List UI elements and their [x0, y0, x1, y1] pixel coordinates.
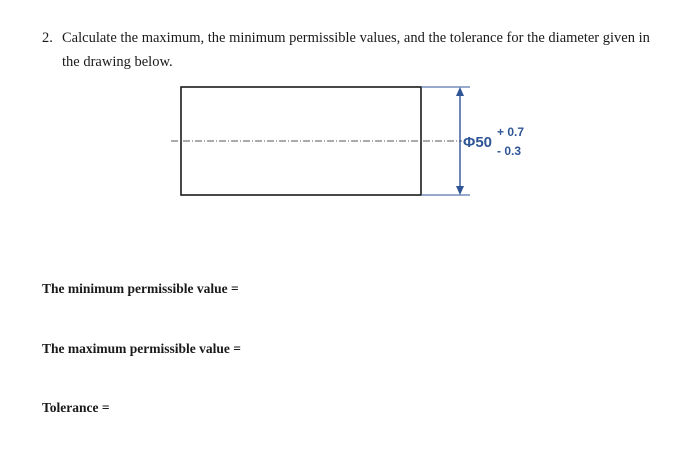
svg-text:Φ50: [463, 134, 492, 151]
dimension-arrow-top: [456, 87, 464, 96]
question-prompt: Calculate the maximum, the minimum permissible values, and the tolerance for the diameter given in: [62, 30, 650, 46]
dimension-arrow-bottom: [456, 186, 464, 195]
diameter-symbol: Φ: [463, 134, 476, 151]
upper-deviation: + 0.7: [497, 125, 525, 139]
lower-deviation: - 0.3: [497, 144, 522, 158]
question-number: 2.: [42, 30, 53, 46]
max-value-label: The maximum permissible value =: [42, 341, 241, 356]
nominal-dimension: 50: [475, 134, 492, 151]
question-text-line2: the drawing below.: [62, 54, 173, 70]
min-value-label: The minimum permissible value =: [42, 281, 239, 296]
tolerance-label: Tolerance =: [42, 400, 110, 415]
